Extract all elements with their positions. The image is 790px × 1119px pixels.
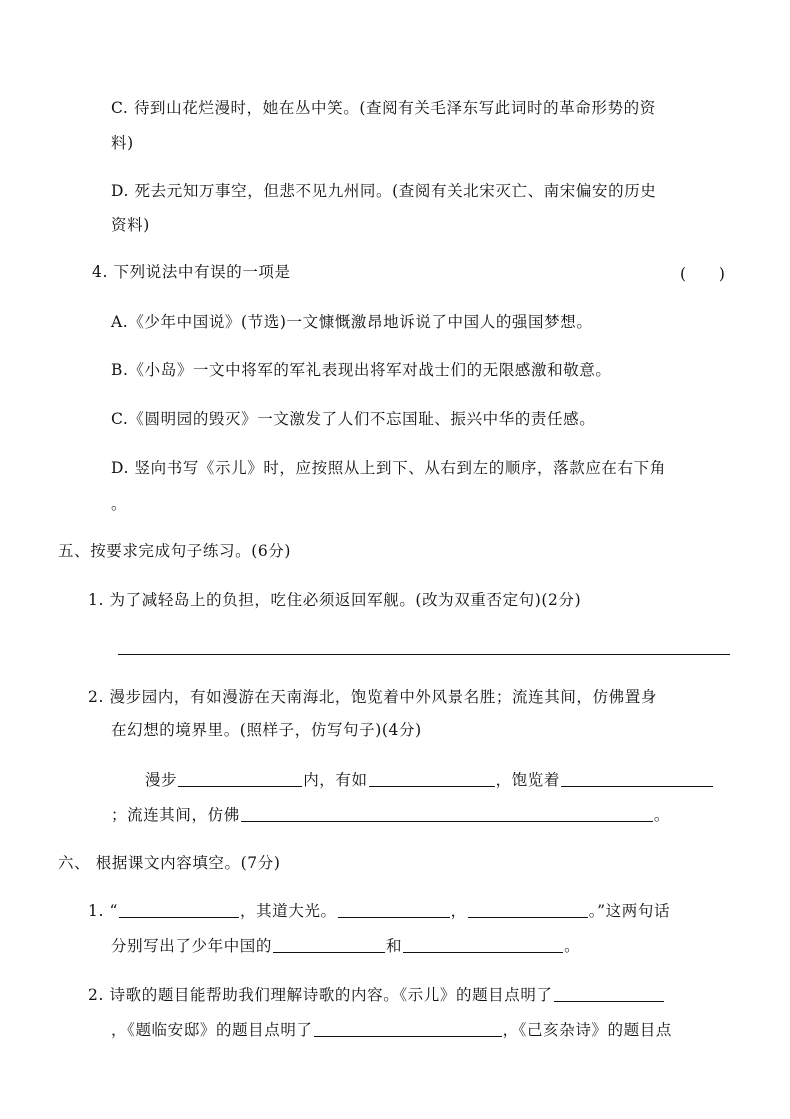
sec6-q1-text-e: 分别写出了少年中国的	[111, 937, 273, 955]
fill-blank-2[interactable]	[369, 771, 495, 787]
fill-text-c: ，饱览着	[495, 771, 561, 789]
sec5-q1: 1. 为了减轻岛上的负担，吃住必须返回军舰。(改为双重否定句)(2分)	[88, 591, 582, 609]
sec6-q1-line2	[111, 936, 580, 956]
sec6-q2-text-b: ，《题临安邸》的题目点明了	[111, 1021, 313, 1039]
sec6-q2-line1	[88, 985, 665, 1005]
fill-text-d: ；流连其间，仿佛	[111, 806, 240, 824]
sec6-blank-1[interactable]	[119, 902, 239, 918]
sec6-blank-5[interactable]	[403, 937, 563, 953]
fill-text-e: 。	[653, 806, 670, 824]
fill-blank-4[interactable]	[241, 806, 653, 822]
section-5-title: 五、按要求完成句子练习。(6分)	[58, 542, 292, 560]
sec5-q2-line2: 在幻想的境界里。(照样子，仿写句子)(4分)	[111, 721, 422, 739]
sec6-blank-6[interactable]	[554, 986, 664, 1002]
sec6-q1-text-f: 和	[386, 937, 403, 955]
sec6-blank-3[interactable]	[468, 902, 588, 918]
q4-option-d-line2: 。	[111, 495, 128, 513]
sec6-q1-text-a: 1. “	[88, 902, 119, 920]
sec6-blank-2[interactable]	[338, 902, 450, 918]
fill-blank-3[interactable]	[561, 771, 713, 787]
sec6-q1-line1	[88, 901, 670, 921]
q4-option-b: B.《小岛》一文中将军的军礼表现出将军对战士们的无限感激和敬意。	[111, 361, 612, 379]
sec6-blank-4[interactable]	[273, 937, 385, 953]
sec5-q2-line1: 2. 漫步园内，有如漫游在天南海北，饱览着中外风景名胜；流连其间，仿佛置身	[88, 688, 657, 706]
q3-option-d-line1: D. 死去元知万事空，但悲不见九州同。(查阅有关北宋灭亡、南宋偏安的历史	[111, 182, 657, 200]
fill-text-b: 内，有如	[303, 771, 368, 789]
sec5-q1-answer-line[interactable]	[118, 654, 730, 655]
q3-option-c-line2: 料)	[111, 134, 134, 152]
sec6-q2-text-c: ，《己亥杂诗》的题目点	[502, 1021, 672, 1039]
sec6-blank-7[interactable]	[314, 1021, 502, 1037]
sec6-q2-text-a: 2. 诗歌的题目能帮助我们理解诗歌的内容。《示儿》的题目点明了	[88, 986, 553, 1004]
sec6-q1-text-b: ，其道大光。	[240, 902, 337, 920]
sec5-q2-fill-line2	[111, 805, 670, 825]
sec5-q2-fill-line1	[145, 770, 714, 790]
sec6-q1-text-g: 。	[564, 937, 581, 955]
sec6-q2-line2	[111, 1020, 672, 1040]
fill-blank-1[interactable]	[178, 771, 302, 787]
sec6-q1-text-d: 。”这两句话	[588, 902, 671, 920]
q4-option-c: C.《圆明园的毁灭》一文激发了人们不忘国耻、振兴中华的责任感。	[111, 410, 596, 428]
q4-stem: 4. 下列说法中有误的一项是	[92, 263, 291, 281]
q3-option-d-line2: 资料)	[111, 216, 150, 234]
fill-text-a: 漫步	[145, 771, 178, 789]
q3-option-c-line1: C. 待到山花烂漫时，她在丛中笑。(查阅有关毛泽东写此词时的革命形势的资	[111, 99, 656, 117]
q4-option-a: A.《少年中国说》(节选)一文慷慨激昂地诉说了中国人的强国梦想。	[111, 313, 593, 331]
sec6-q1-text-c: ，	[450, 902, 467, 920]
q4-option-d-line1: D. 竖向书写《示儿》时，应按照从上到下、从右到左的顺序，落款应在右下角	[111, 459, 666, 477]
q4-answer-paren[interactable]: ( )	[680, 265, 726, 283]
section-6-title: 六、 根据课文内容填空。(7分)	[58, 854, 281, 872]
